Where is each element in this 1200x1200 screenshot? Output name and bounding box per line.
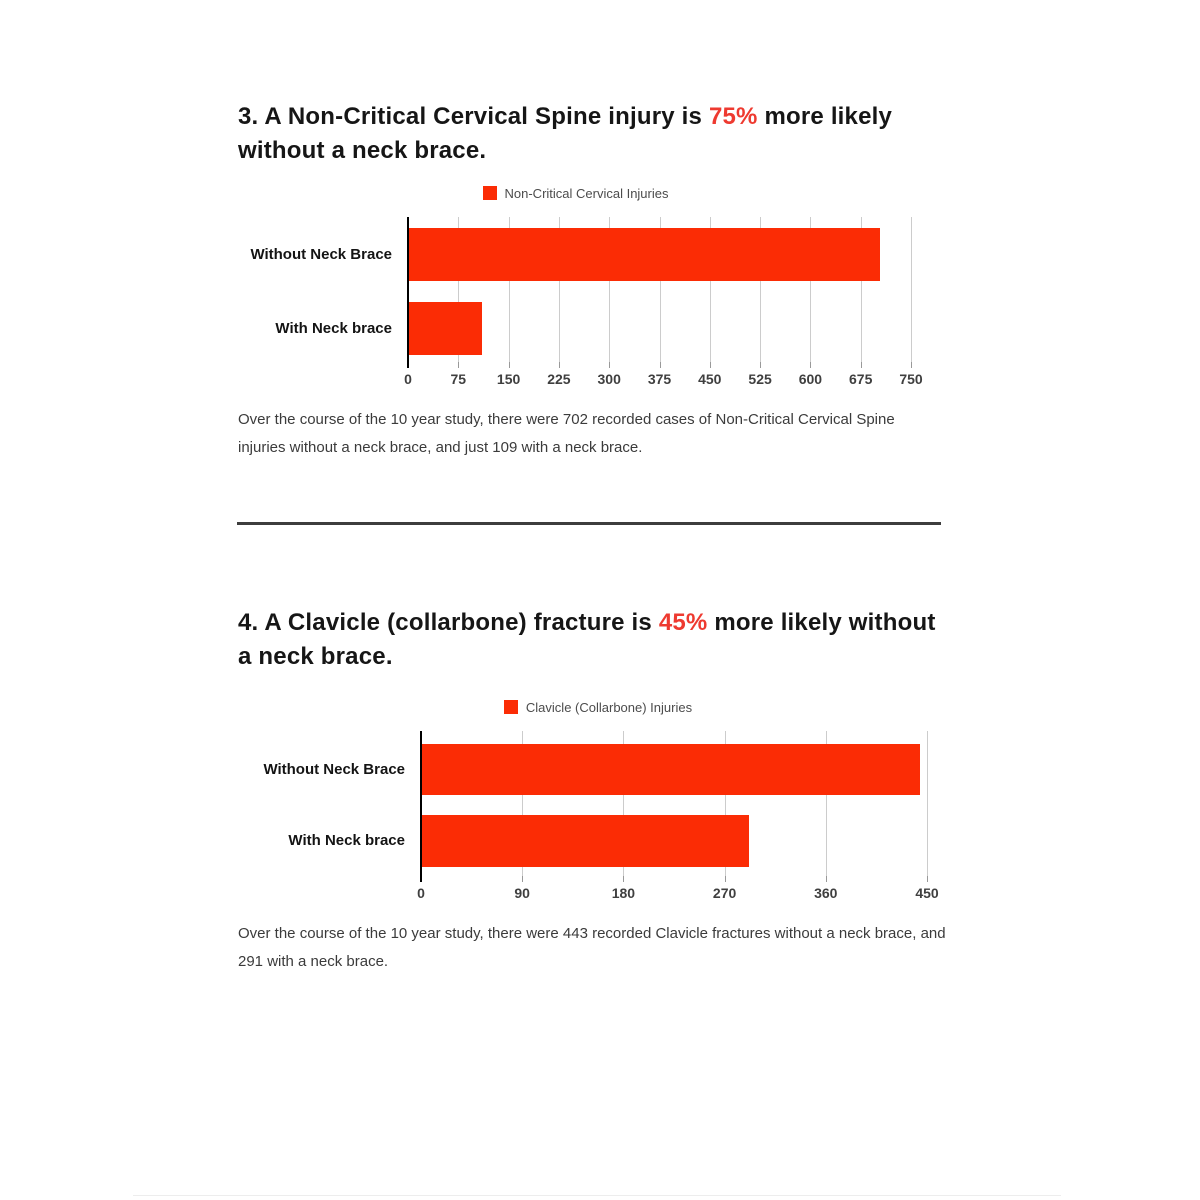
x-tick-label: 270 xyxy=(712,885,737,901)
bar-without-neck-brace xyxy=(409,228,880,281)
gridline xyxy=(927,731,928,876)
x-tick-label: 375 xyxy=(647,371,672,387)
x-tick-mark xyxy=(660,362,661,368)
x-tick-mark xyxy=(725,876,726,882)
clavicle-injuries-chart xyxy=(0,694,1200,919)
x-tick-mark xyxy=(861,362,862,368)
x-tick-mark xyxy=(509,362,510,368)
x-tick-mark xyxy=(810,362,811,368)
heading-3-text-start: 3. A Non-Critical Cervical Spine injury is xyxy=(238,103,709,130)
cervical-injuries-chart xyxy=(0,180,1200,405)
plot-area xyxy=(0,180,1200,405)
section-3-caption: Over the course of the 10 year study, there were 702 recorded cases of Non-Critical Cervical Spine injuries without a neck brace, and just 109 with a neck brace. xyxy=(238,411,895,456)
x-tick-mark xyxy=(609,362,610,368)
x-tick-mark xyxy=(760,362,761,368)
heading-4-text-end: more likely without a neck brace. xyxy=(238,609,936,670)
x-tick-label: 75 xyxy=(450,371,467,387)
heading-3-percent: 75% xyxy=(708,103,758,130)
bar-without-neck-brace xyxy=(422,744,920,795)
x-tick-mark xyxy=(522,876,523,882)
category-label: Without Neck Brace xyxy=(263,760,405,778)
x-tick-label: 180 xyxy=(611,885,636,901)
heading-4-percent: 45% xyxy=(658,609,708,636)
bar-with-neck-brace xyxy=(409,302,482,355)
x-tick-mark xyxy=(911,362,912,368)
category-label: Without Neck Brace xyxy=(250,245,392,263)
x-tick-label: 525 xyxy=(748,371,772,387)
x-tick-label: 750 xyxy=(899,371,923,387)
x-tick-mark xyxy=(710,362,711,368)
heading-4-text-start: 4. A Clavicle (collarbone) fracture is xyxy=(238,609,659,636)
section-4-heading xyxy=(238,606,954,674)
x-tick-label: 150 xyxy=(496,371,521,387)
section-3-heading xyxy=(238,100,954,168)
section-4-caption: Over the course of the 10 year study, there were 443 recorded Clavicle fractures without a neck brace, and 291 with a neck brace. xyxy=(238,925,946,970)
x-tick-label: 450 xyxy=(915,885,939,901)
category-label: With Neck brace xyxy=(275,319,392,337)
legend-label: Non-Critical Cervical Injuries xyxy=(504,185,669,201)
gridline xyxy=(911,217,912,362)
x-tick-mark xyxy=(623,876,624,882)
x-tick-mark xyxy=(826,876,827,882)
x-tick-mark xyxy=(927,876,928,882)
x-tick-label: 0 xyxy=(417,885,425,901)
legend-label: Clavicle (Collarbone) Injuries xyxy=(525,699,693,715)
x-tick-mark xyxy=(458,362,459,368)
x-tick-label: 0 xyxy=(404,371,412,387)
heading-3-text-end: more likely without a neck brace. xyxy=(238,103,893,164)
x-tick-label: 675 xyxy=(849,371,873,387)
x-tick-label: 225 xyxy=(547,371,571,387)
bottom-rule xyxy=(133,1195,1061,1196)
category-label: With Neck brace xyxy=(288,832,405,849)
x-tick-mark xyxy=(559,362,560,368)
plot-area xyxy=(0,694,1200,919)
x-tick-label: 600 xyxy=(798,371,823,387)
x-tick-label: 360 xyxy=(814,885,838,901)
x-tick-label: 300 xyxy=(597,371,621,387)
x-tick-label: 450 xyxy=(698,371,722,387)
section-divider xyxy=(237,522,941,525)
x-tick-label: 90 xyxy=(514,885,530,901)
bar-with-neck-brace xyxy=(422,815,749,867)
